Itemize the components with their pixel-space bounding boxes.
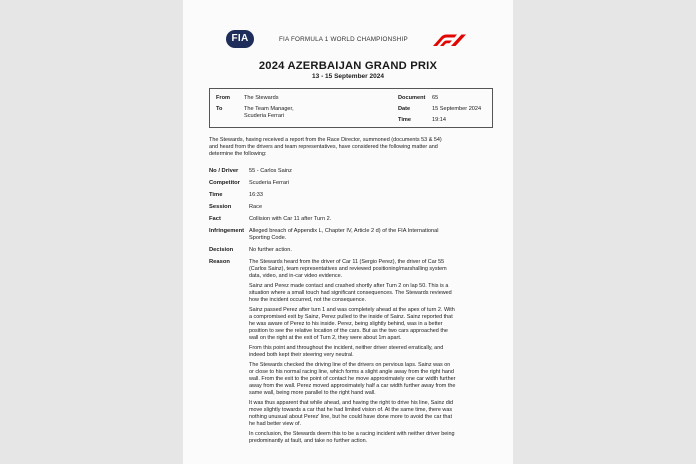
reason-paragraph-1-line: The Stewards heard from the driver of Car 11 (Sergio Perez), the driver of Car 55 bbox=[249, 259, 445, 265]
to-value-line-1: The Team Manager, bbox=[244, 106, 294, 112]
championship-name: FIA FORMULA 1 WORLD CHAMPIONSHIP bbox=[279, 36, 408, 43]
competitor-value: Scuderia Ferrari bbox=[249, 180, 290, 186]
reason-paragraph-1-line: (Carlos Sainz), team representatives and reviewed positioning/marshalling system bbox=[249, 266, 447, 272]
document-label: Document bbox=[398, 95, 426, 101]
right-backdrop bbox=[513, 0, 696, 464]
competitor-label: Competitor bbox=[209, 180, 240, 186]
from-value: The Stewards bbox=[244, 95, 279, 101]
reason-paragraph-4-line: indeed both kept their steering very neutral. bbox=[249, 352, 354, 358]
time-value: 19:14 bbox=[432, 117, 446, 123]
date-value: 15 September 2024 bbox=[432, 106, 482, 112]
reason-paragraph-5-line: The Stewards checked the driving line of the drivers on pervious laps. Sainz was on bbox=[249, 362, 451, 368]
infringement-value-line-2: Sporting Code. bbox=[249, 235, 287, 241]
stewards-decision-document bbox=[183, 0, 513, 464]
to-label: To bbox=[216, 106, 223, 112]
document-value: 65 bbox=[432, 95, 439, 101]
reason-paragraph-6-line: move slightly towards a car that he had limited vision of. At the same time, there was bbox=[249, 407, 453, 413]
reason-paragraph-7-line: In conclusion, the Stewards deem this to be a racing incident with neither driver being bbox=[249, 431, 455, 437]
fact-label: Fact bbox=[209, 216, 221, 222]
reason-paragraph-1-line: data, video, and in-car video evidence. bbox=[249, 273, 343, 279]
reason-label: Reason bbox=[209, 259, 230, 265]
reason-paragraph-6-line: nothing unusual about Perez' line, but he could have done more to avoid the car that bbox=[249, 414, 452, 420]
driver-value: 55 - Carlos Sainz bbox=[249, 168, 292, 174]
reason-paragraph-5-line: same wall, being more parallel to the right hand wall. bbox=[249, 390, 376, 396]
reason-paragraph-5-line: wall. From the exit to the point of contact he move approximately one car width further bbox=[249, 376, 456, 382]
decision-label: Decision bbox=[209, 247, 234, 253]
session-value: Race bbox=[249, 204, 263, 210]
document-header bbox=[183, 28, 513, 52]
to-value-line-2: Scuderia Ferrari bbox=[244, 113, 285, 119]
incident-time-label: Time bbox=[209, 192, 223, 198]
decision-value: No further action. bbox=[249, 247, 292, 253]
fact-value: Collision with Car 11 after Turn 2. bbox=[249, 216, 332, 222]
reason-paragraph-5-line: away from the wall. Perez moved approximately half a car width further away from the bbox=[249, 383, 456, 389]
event-dates: 13 - 15 September 2024 bbox=[312, 73, 384, 80]
time-label: Time bbox=[398, 117, 411, 123]
fia-logo: FIA bbox=[226, 30, 254, 48]
infringement-label: Infringement bbox=[209, 228, 245, 234]
reason-paragraph-2-line: Sainz and Perez made contact and crashed shortly after Turn 2 on lap 50. This is a bbox=[249, 283, 449, 289]
session-label: Session bbox=[209, 204, 232, 210]
from-label: From bbox=[216, 95, 230, 101]
reason-paragraph-2-line: situation where a small touch had significant consequences. The Stewards reviewed bbox=[249, 290, 452, 296]
f1-logo-icon bbox=[431, 34, 467, 46]
reason-paragraph-3-line: wall on the right at the exit of Turn 2, they were about 1m apart. bbox=[249, 335, 402, 341]
reason-paragraph-3-line: position to see the relative location of the cars. But as the two cars approached the bbox=[249, 328, 448, 334]
reason-paragraph-3-line: he was aware of Perez to his inside. Perez, being slightly behind, was in a better bbox=[249, 321, 443, 327]
left-backdrop bbox=[0, 0, 183, 464]
infringement-value-line-1: Alleged breach of Appendix L, Chapter IV, Article 2 d) of the FIA International bbox=[249, 228, 439, 234]
reason-paragraph-4-line: From this point and throughout the incident, neither driver steered erratically, and bbox=[249, 345, 444, 351]
document-meta-box bbox=[209, 88, 493, 128]
reason-paragraph-6-line: It was thus apparent that while ahead, and having the right to drive his line, Sainz did bbox=[249, 400, 454, 406]
date-label: Date bbox=[398, 106, 411, 112]
reason-paragraph-2-line: how the incident occurred, not the consequence. bbox=[249, 297, 366, 303]
incident-time-value: 16:33 bbox=[249, 192, 263, 198]
driver-label: No / Driver bbox=[209, 168, 239, 174]
reason-paragraph-6-line: he had better view of. bbox=[249, 421, 301, 427]
reason-paragraph-3-line: a compromised exit by Sainz, Perez pulled to the inside of Sainz. Sainz reported that bbox=[249, 314, 453, 320]
reason-paragraph-7-line: predominantly at fault, and take no further action. bbox=[249, 438, 368, 444]
event-title: 2024 AZERBAIJAN GRAND PRIX bbox=[258, 60, 438, 72]
intro-line-1: The Stewards, having received a report from the Race Director, summoned (documents 53 & 54) bbox=[209, 137, 442, 143]
intro-line-2: and heard from the drivers and team representatives, have considered the following matter and bbox=[209, 144, 438, 150]
reason-paragraph-3-line: Sainz passed Perez after turn 1 and was completely ahead at the apex of turn 2. With bbox=[249, 307, 455, 313]
reason-paragraph-5-line: or close to his normal racing line, which forms a slight angle away from the right hand bbox=[249, 369, 454, 375]
intro-line-3: determine the following: bbox=[209, 151, 267, 157]
